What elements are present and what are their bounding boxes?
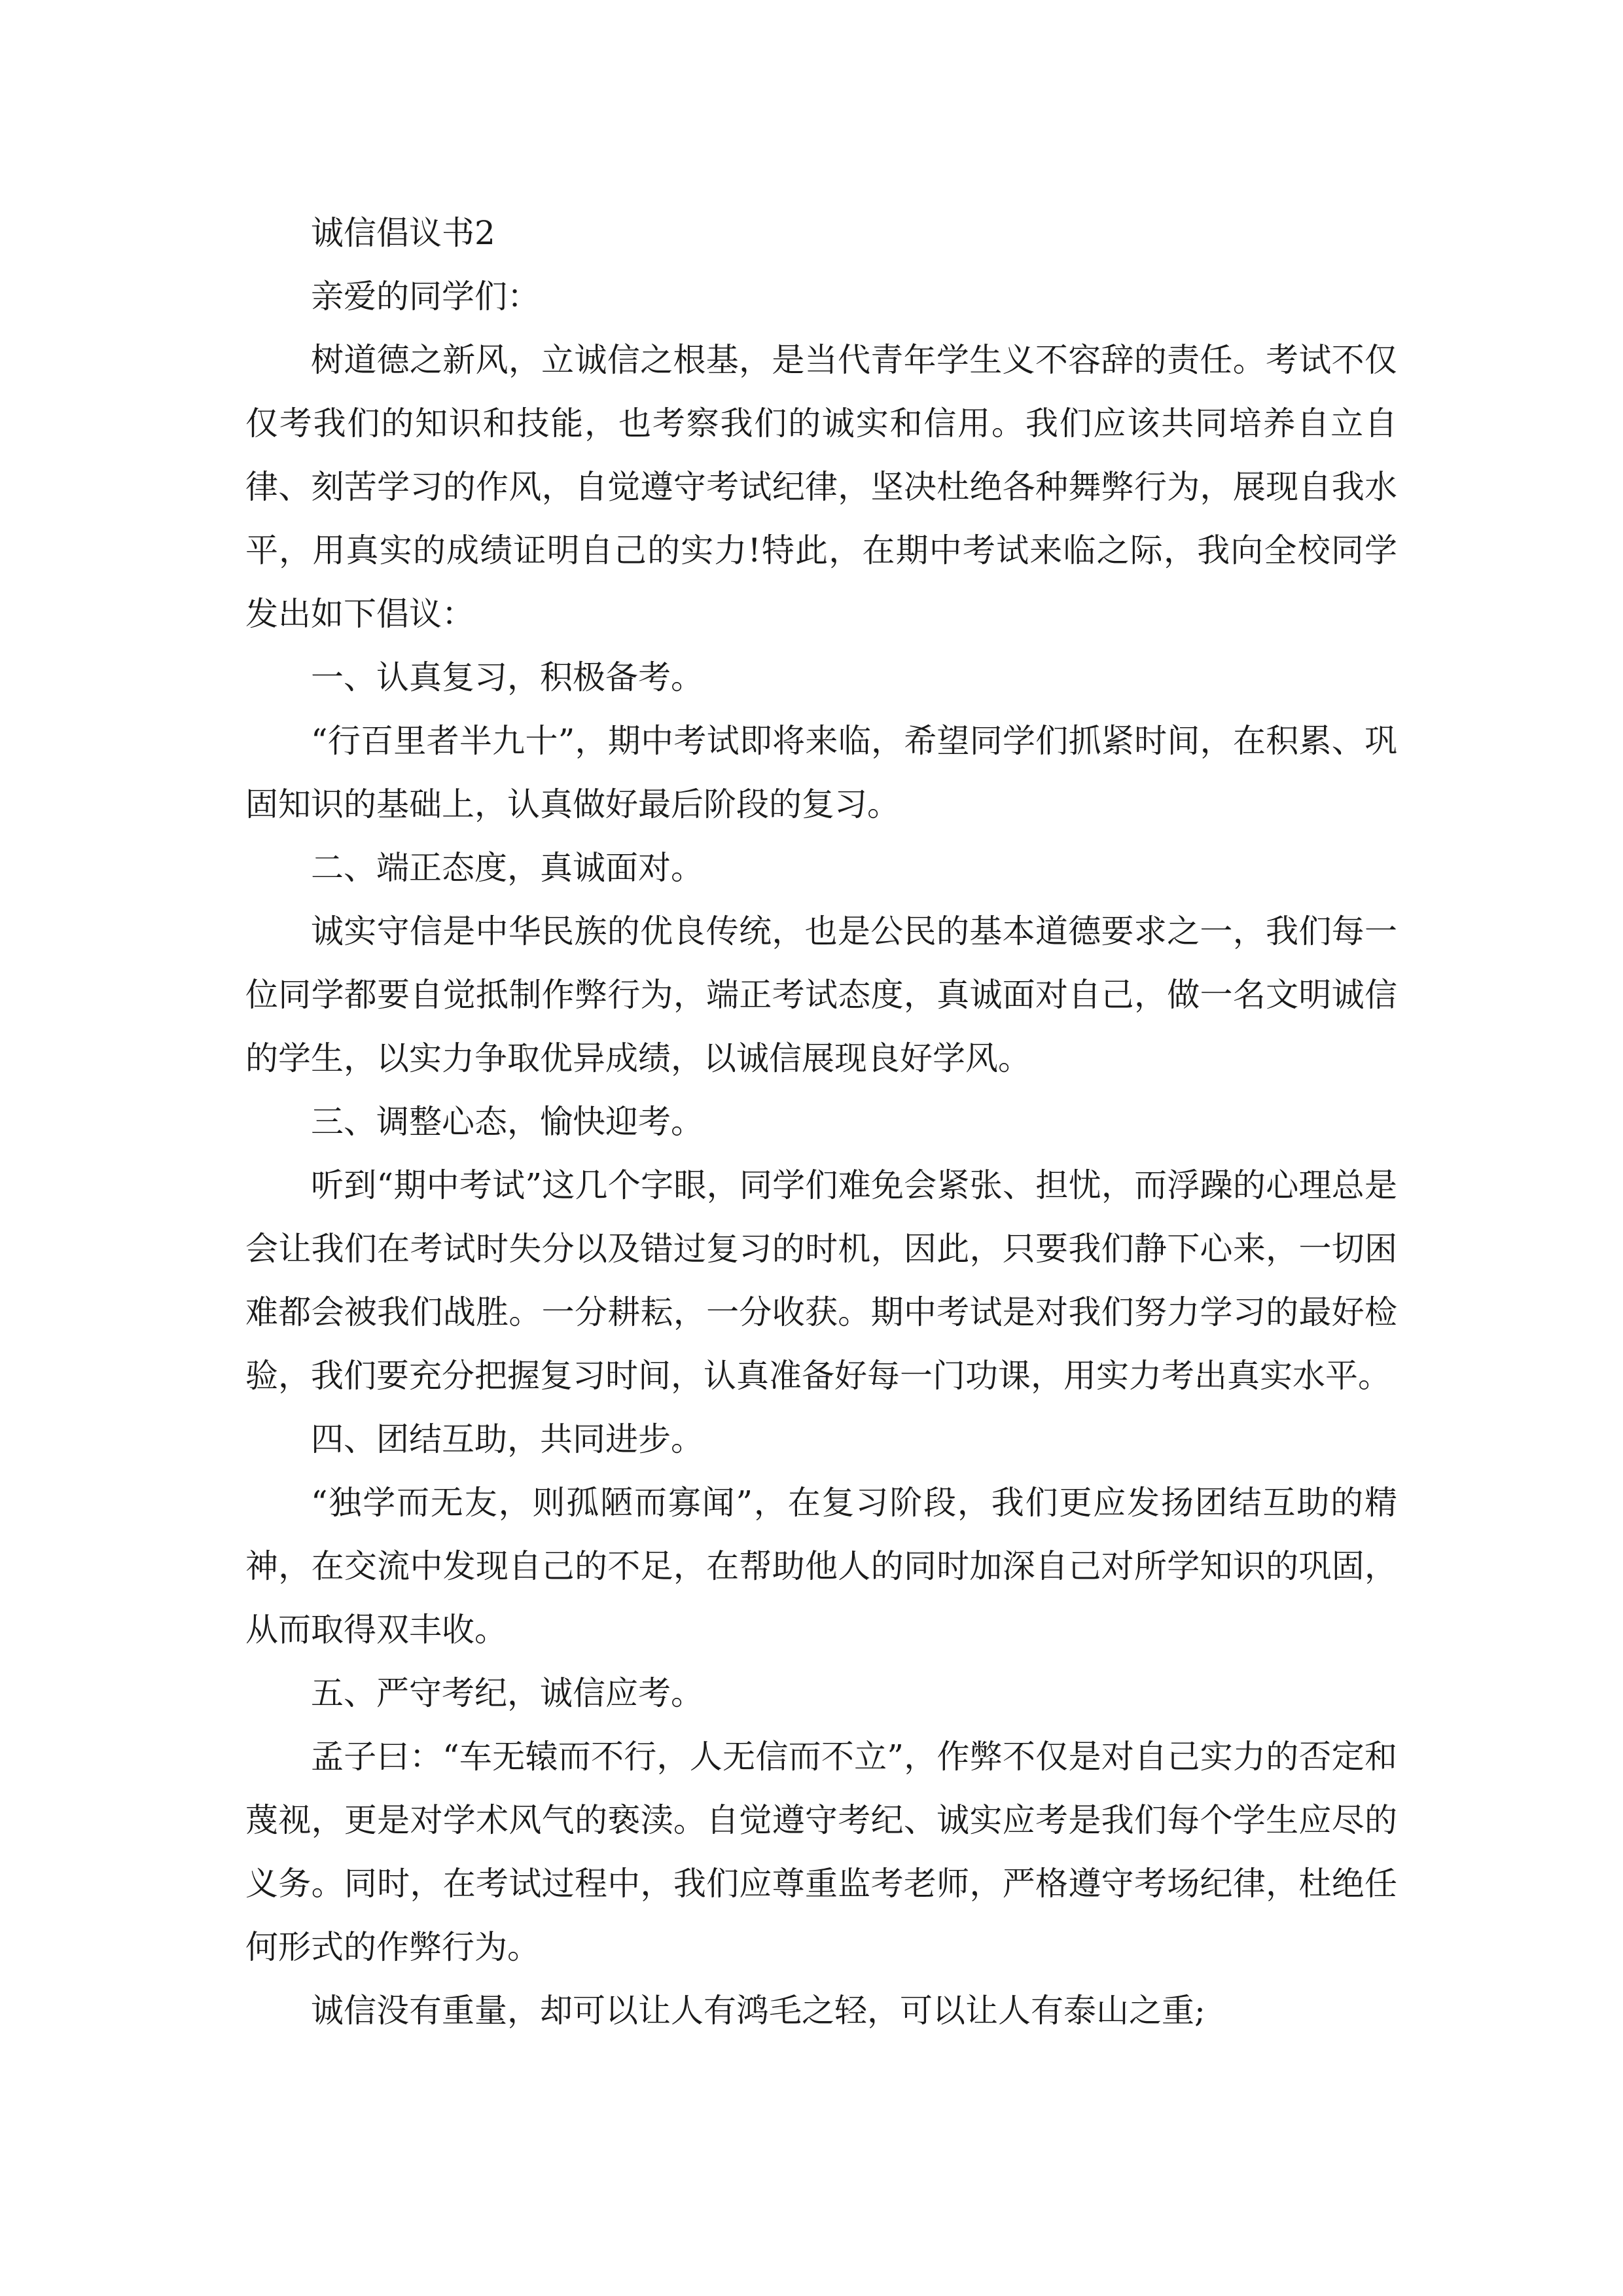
section-paragraph-5: 孟子曰：“车无辕而不行，人无信而不立”，作弊不仅是对自己实力的否定和蔑视，更是对学术风气的亵渎。自觉遵守考纪、诚实应考是我们每个学生应尽的义务。同时，在考试过程中，我们应尊重监考老师，严格遵守考场纪律，杜绝任何形式的作弊行为。 (245, 1738, 1397, 1966)
section-heading-3: 三、调整心态，愉快迎考。 (311, 1103, 704, 1141)
section-paragraph-2: 诚实守信是中华民族的优良传统，也是公民的基本道德要求之一，我们每一位同学都要自觉抵制作弊行为，端正考试态度，真诚面对自己，做一名文明诚信的学生，以实力争取优异成绩，以诚信展现良好学风。 (245, 912, 1397, 1077)
section-paragraph-4: “独学而无友，则孤陋而寡闻”，在复习阶段，我们更应发扬团结互助的精神，在交流中发现自己的不足，在帮助他人的同时加深自己对所学知识的巩固，从而取得双丰收。 (245, 1484, 1397, 1649)
closing-paragraph: 诚信没有重量，却可以让人有鸿毛之轻，可以让人有泰山之重; (311, 1992, 1205, 2030)
section-heading-5: 五、严守考纪，诚信应考。 (311, 1674, 704, 1712)
salutation: 亲爱的同学们： (311, 278, 540, 315)
section-heading-4: 四、团结互助，共同进步。 (311, 1420, 704, 1458)
section-paragraph-3: 听到“期中考试”这几个字眼，同学们难免会紧张、担忧，而浮躁的心理总是会让我们在考试时失分以及错过复习的时机，因此，只要我们静下心来，一切困难都会被我们战胜。一分耕耘，一分收获。期中考试是对我们努力学习的最好检验，我们要充分把握复习时间，认真准备好每一门功课，用实力考出真实水平。 (245, 1166, 1397, 1395)
section-heading-1: 一、认真复习，积极备考。 (311, 658, 704, 696)
intro-paragraph: 树道德之新风，立诚信之根基，是当代青年学生义不容辞的责任。考试不仅仅考我们的知识和技能，也考察我们的诚实和信用。我们应该共同培养自立自律、刻苦学习的作风，自觉遵守考试纪律，坚决杜绝各种舞弊行为，展现自我水平，用真实的成绩证明自己的实力!特此，在期中考试来临之际，我向全校同学发出如下倡议： (245, 341, 1397, 633)
section-heading-2: 二、端正态度，真诚面对。 (311, 849, 704, 887)
section-paragraph-1: “行百里者半九十”，期中考试即将来临，希望同学们抓紧时间，在积累、巩固知识的基础上，认真做好最后阶段的复习。 (245, 722, 1397, 823)
document-body (245, 202, 1397, 2043)
document-title: 诚信倡议书2 (311, 214, 495, 252)
